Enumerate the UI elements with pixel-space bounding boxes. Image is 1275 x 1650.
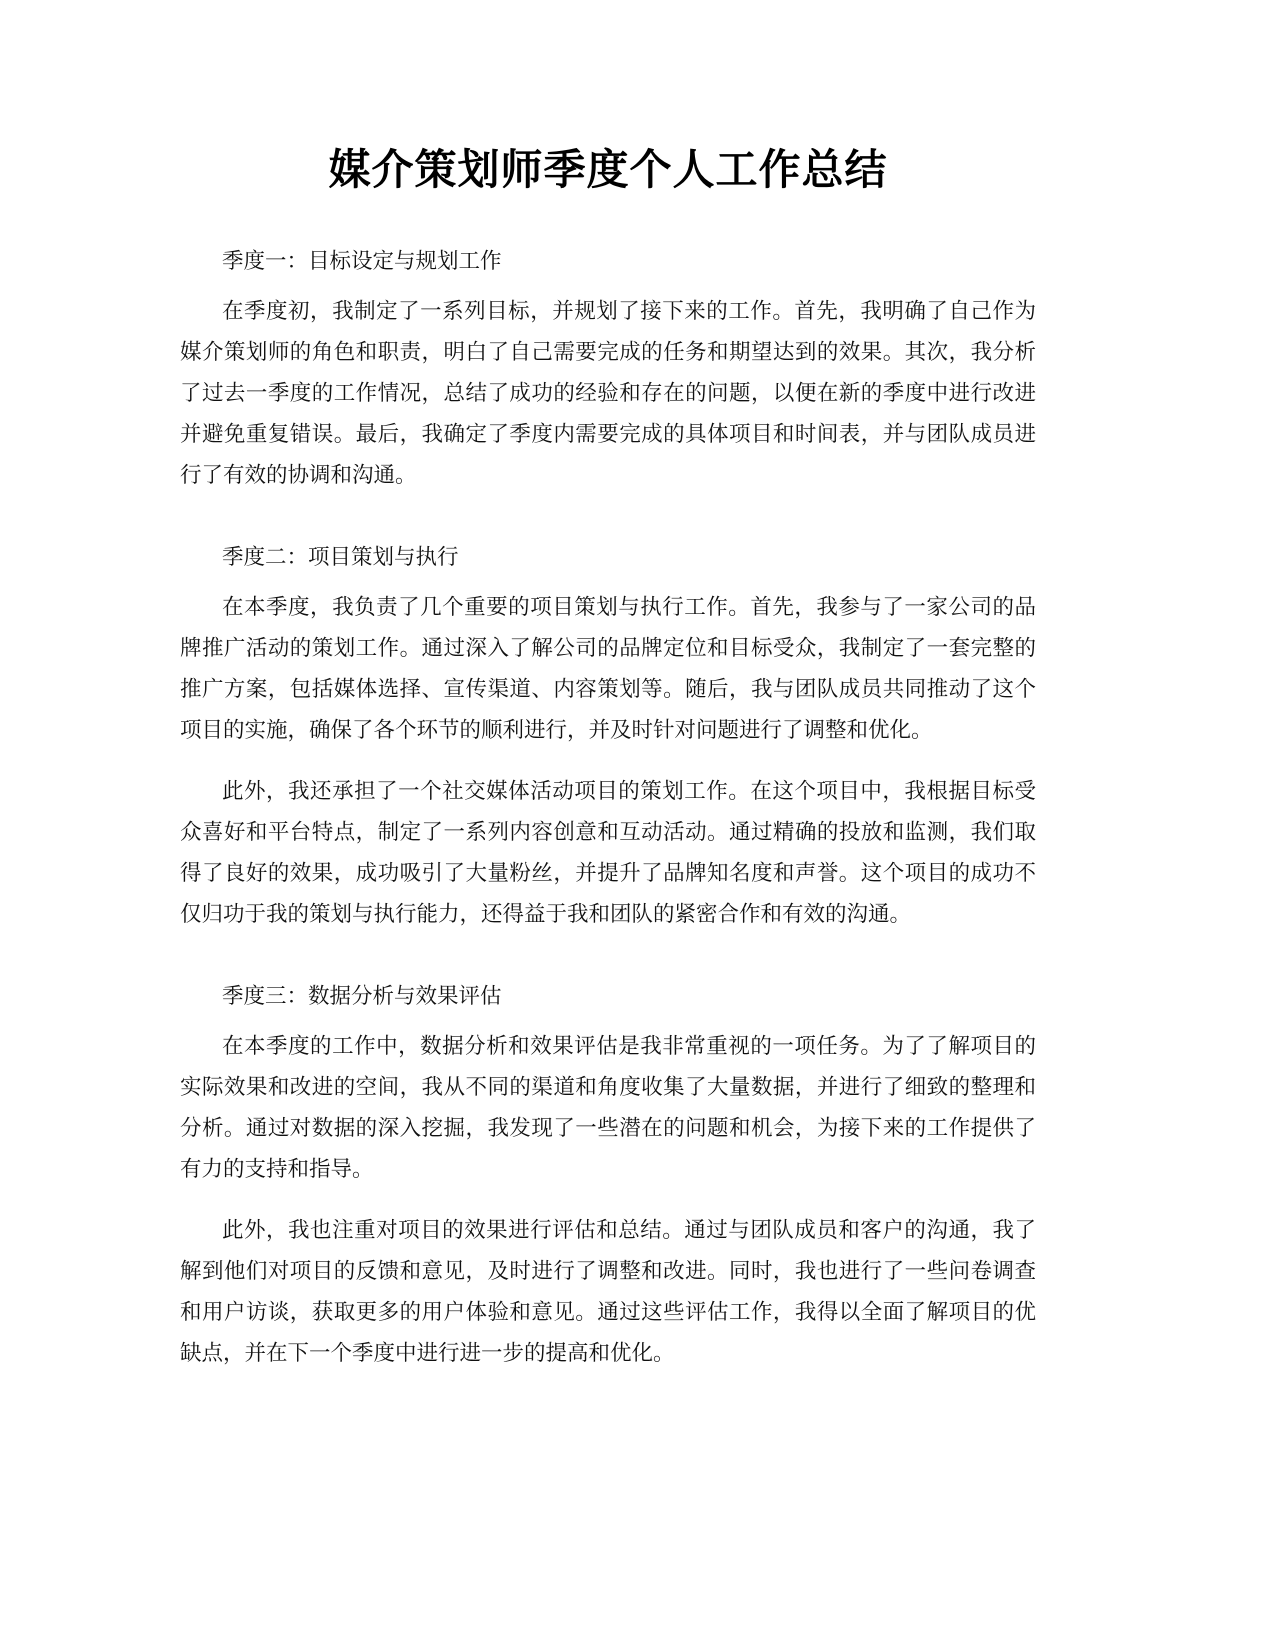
paragraph: 此外，我还承担了一个社交媒体活动项目的策划工作。在这个项目中，我根据目标受众喜好和平台特点，制定了一系列内容创意和互动活动。通过精确的投放和监测，我们取得了良好的效果，成功吸引了大量粉丝，并提升了品牌知名度和声誉。这个项目的成功不仅归功于我的策划与执行能力，还得益于我和团队的紧密合作和有效的沟通。 [180,779,1036,927]
section-heading: 季度一：目标设定与规划工作 [222,249,502,274]
section-quarter-1 [180,241,1036,496]
paragraph: 在季度初，我制定了一系列目标，并规划了接下来的工作。首先，我明确了自己作为媒介策划师的角色和职责，明白了自己需要完成的任务和期望达到的效果。其次，我分析了过去一季度的工作情况，总结了成功的经验和存在的问题，以便在新的季度中进行改进并避免重复错误。最后，我确定了季度内需要完成的具体项目和时间表，并与团队成员进行了有效的协调和沟通。 [180,299,1036,488]
paragraph: 在本季度的工作中，数据分析和效果评估是我非常重视的一项任务。为了了解项目的实际效果和改进的空间，我从不同的渠道和角度收集了大量数据，并进行了细致的整理和分析。通过对数据的深入挖掘，我发现了一些潜在的问题和机会，为接下来的工作提供了有力的支持和指导。 [180,1034,1036,1182]
section-heading: 季度二：项目策划与执行 [222,545,459,570]
section-quarter-3 [180,976,1036,1374]
paragraph: 在本季度，我负责了几个重要的项目策划与执行工作。首先，我参与了一家公司的品牌推广活动的策划工作。通过深入了解公司的品牌定位和目标受众，我制定了一套完整的推广方案，包括媒体选择、宣传渠道、内容策划等。随后，我与团队成员共同推动了这个项目的实施，确保了各个环节的顺利进行，并及时针对问题进行了调整和优化。 [180,595,1036,743]
section-heading: 季度三：数据分析与效果评估 [222,984,502,1009]
paragraph: 此外，我也注重对项目的效果进行评估和总结。通过与团队成员和客户的沟通，我了解到他们对项目的反馈和意见，及时进行了调整和改进。同时，我也进行了一些问卷调查和用户访谈，获取更多的用户体验和意见。通过这些评估工作，我得以全面了解项目的优缺点，并在下一个季度中进行进一步的提高和优化。 [180,1218,1036,1366]
document-title: 媒介策划师季度个人工作总结 [328,145,888,194]
document-page [180,140,1036,1374]
section-quarter-2 [180,537,1036,935]
